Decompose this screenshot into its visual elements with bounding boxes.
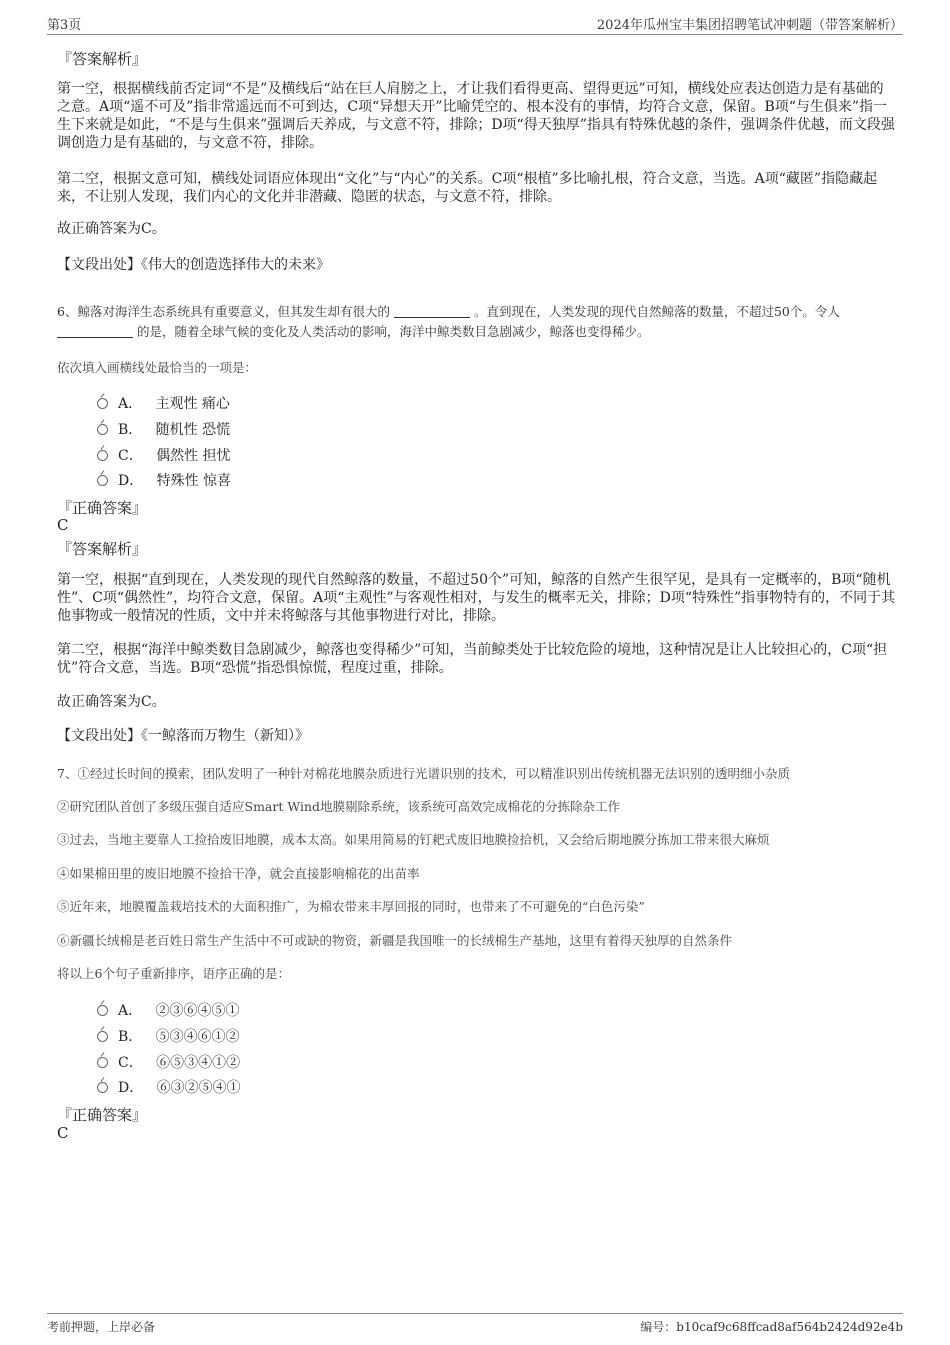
footer-slogan: 考前押题，上岸必备	[47, 1320, 156, 1334]
radio-icon[interactable]	[97, 1005, 108, 1016]
page-footer	[47, 1313, 903, 1334]
page-header	[47, 14, 903, 35]
radio-icon[interactable]	[97, 1031, 108, 1042]
footer-serial: 编号：b10caf9c68ffcad8af564b2424d92e4b	[640, 1320, 903, 1334]
radio-icon[interactable]	[97, 398, 108, 409]
page-number: 第3页	[47, 18, 82, 33]
q5-conclusion: 故正确答案为C。	[57, 221, 166, 237]
q7-sentence-4: ④如果棉田里的废旧地膜不捡拾干净，就会直接影响棉花的出苗率	[57, 866, 420, 881]
blank-line	[57, 325, 133, 338]
blank-line	[394, 305, 470, 318]
q6-answer-label: 『正确答案』	[57, 499, 148, 517]
q6-option-a[interactable]: A． 主观性 痛心	[97, 393, 230, 413]
q7-sentence-6: ⑥新疆长绒棉是老百姓日常生产生活中不可或缺的物资，新疆是我国唯一的长绒棉生产基地，这里有着得天独厚的自然条件	[57, 933, 733, 948]
q7-option-a[interactable]: A． ②③⑥④⑤①	[97, 1000, 239, 1020]
radio-icon[interactable]	[97, 475, 108, 486]
q6-answer: C	[57, 516, 69, 534]
q5-analysis-p1: 第一空，根据横线前否定词“不是”及横线后“站在巨人肩膀之上，才让我们看得更高、望得更远”可知，横线处应表达创造力是有基础的之意。A项“遥不可及”指非常遥远而不可到达，C项“异想天开”比喻凭空的、根本没有的事情，均符合文意，保留。B项“与生俱来”指一生下来就是如此，“不是与生俱来”强调后天养成，与文意不符，排除；D项“得天独厚”指具有特殊优越的条件，强调条件优越，而文段强调创造力是有基础的，与文意不符，排除。	[57, 81, 895, 151]
q6-option-c[interactable]: C． 偶然性 担忧	[97, 445, 231, 465]
radio-icon[interactable]	[97, 1057, 108, 1068]
q5-analysis-label: 『答案解析』	[57, 50, 148, 68]
q6-stem-part3: 的是，随着全球气候的变化及人类活动的影响，海洋中鲸类数目急剧减少，鲸落也变得稀少。	[136, 324, 650, 339]
q6-stem	[57, 302, 897, 342]
q6-option-d[interactable]: D． 特殊性 惊喜	[97, 470, 231, 490]
q7-answer: C	[57, 1124, 69, 1142]
q7-answer-label: 『正确答案』	[57, 1106, 148, 1124]
radio-icon[interactable]	[97, 424, 108, 435]
document-title: 2024年瓜州宝丰集团招聘笔试冲刺题（带答案解析）	[596, 18, 903, 33]
q6-stem-part2: 。直到现在，人类发现的现代自然鲸落的数量，不超过50个。令人	[473, 304, 840, 319]
q7-sentence-3: ③过去，当地主要靠人工捡拾废旧地膜，成本太高。如果用简易的钉耙式废旧地膜捡拾机，又会给后期地膜分拣加工带来很大麻烦	[57, 832, 770, 847]
q6-analysis-p1: 第一空，根据“直到现在，人类发现的现代自然鲸落的数量，不超过50个”可知，鲸落的自然产生很罕见，是具有一定概率的，B项“随机性”、C项“偶然性”，均符合文意，保留。A项“主观性”与客观性相对，与发生的概率无关，排除；D项“特殊性”指事物特有的，不同于其他事物或一般情况的性质，文中并未将鲸落与其他事物进行对比，排除。	[57, 572, 896, 624]
q7-prompt: 将以上6个句子重新排序，语序正确的是：	[57, 966, 290, 981]
q6-option-b[interactable]: B． 随机性 恐慌	[97, 419, 230, 439]
q7-option-c[interactable]: C． ⑥⑤③④①②	[97, 1052, 240, 1072]
q7-option-b[interactable]: B． ⑤③④⑥①②	[97, 1026, 240, 1046]
q7-sentence-1: 7、①经过长时间的摸索，团队发明了一种针对棉花地膜杂质进行光谱识别的技术，可以精准识别出传统机器无法识别的透明细小杂质	[57, 766, 790, 781]
q7-sentence-5: ⑤近年来，地膜覆盖栽培技术的大面积推广，为棉农带来丰厚回报的同时，也带来了不可避免的“白色污染”	[57, 899, 645, 914]
q6-stem-part1: 6、鲸落对海洋生态系统具有重要意义，但其发生却有很大的	[57, 304, 390, 319]
q6-conclusion: 故正确答案为C。	[57, 694, 166, 710]
radio-icon[interactable]	[97, 1082, 108, 1093]
q7-option-d[interactable]: D． ⑥③②⑤④①	[97, 1077, 241, 1097]
q6-analysis-label: 『答案解析』	[57, 540, 148, 558]
q5-source: 【文段出处】《伟大的创造选择伟大的未来》	[57, 257, 330, 273]
q7-sentence-2: ②研究团队首创了多级压强自适应Smart Wind地膜剔除系统，该系统可高效完成棉花的分拣除杂工作	[57, 799, 621, 814]
q6-analysis-p2: 第二空，根据“海洋中鲸类数目急剧减少，鲸落也变得稀少”可知，当前鲸类处于比较危险的境地，这种情况是让人比较担心的，C项“担忧”符合文意，当选。B项“恐慌”指恐惧惊慌，程度过重，排除。	[57, 642, 888, 676]
q6-prompt: 依次填入画横线处最恰当的一项是：	[57, 360, 258, 375]
q5-analysis-p2: 第二空，根据文意可知，横线处词语应体现出“文化”与“内心”的关系。C项“根植”多比喻扎根，符合文意，当选。A项“藏匿”指隐藏起来，不让别人发现，我们内心的文化并非潜藏、隐匿的状态，与文意不符，排除。	[57, 171, 878, 205]
radio-icon[interactable]	[97, 450, 108, 461]
q6-source: 【文段出处】《一鲸落而万物生（新知）》	[57, 728, 309, 744]
